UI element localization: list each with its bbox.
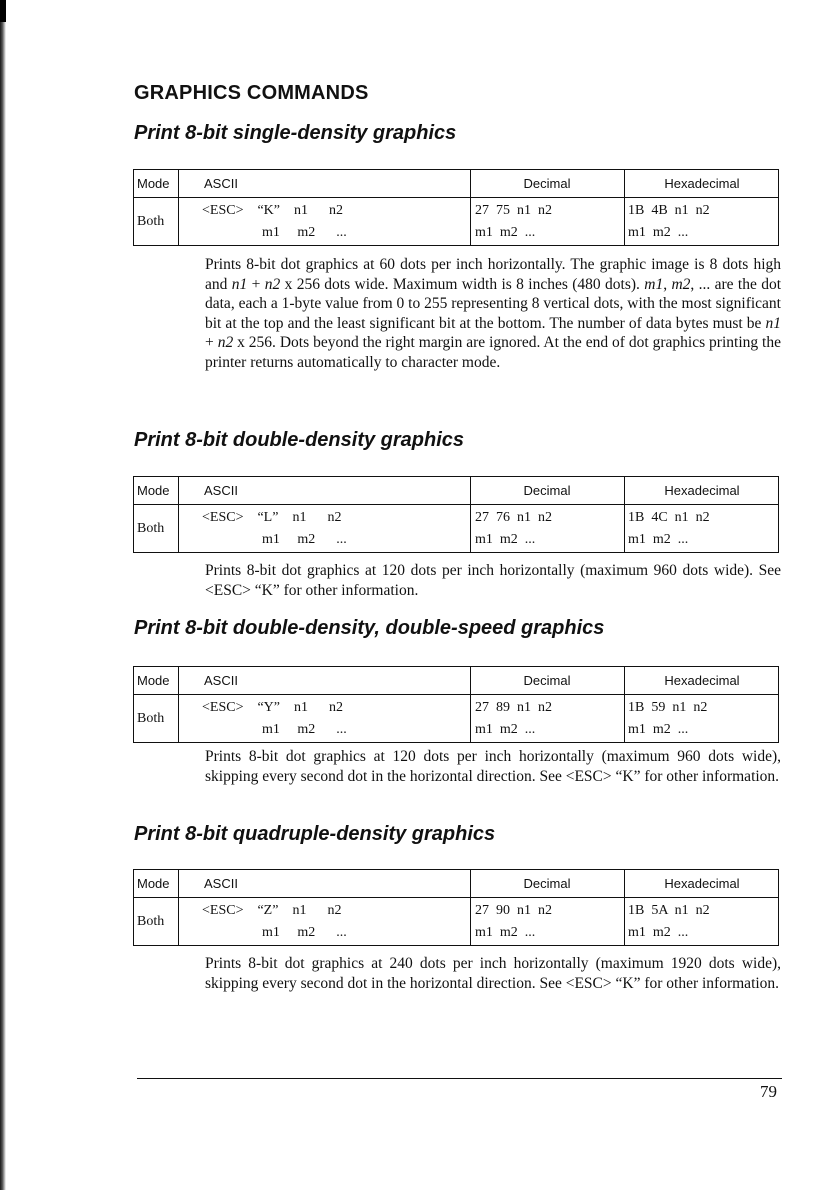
desc-text: + bbox=[205, 334, 218, 352]
desc-var: m2 bbox=[671, 275, 691, 293]
header-decimal: Decimal bbox=[523, 483, 571, 498]
column-divider bbox=[624, 170, 625, 245]
mode-value: Both bbox=[137, 914, 165, 929]
desc-text: + bbox=[247, 275, 265, 293]
mode-value: Both bbox=[137, 521, 165, 536]
ascii-code-line1: <ESC> “K” n1 n2 bbox=[202, 203, 344, 218]
ascii-code-line2: m1 m2 ... bbox=[262, 532, 347, 547]
header-decimal: Decimal bbox=[523, 673, 571, 688]
header-ascii: ASCII bbox=[204, 483, 238, 498]
desc-text: x 256. Dots beyond the right margin are ignored. At the end of dot graphics printing the printer returns automatically to character mode. bbox=[205, 334, 781, 371]
decimal-code-line2: m1 m2 ... bbox=[475, 722, 536, 737]
section-title-double-speed: Print 8-bit double-density, double-speed graphics bbox=[134, 617, 605, 639]
header-hexadecimal: Hexadecimal bbox=[664, 673, 740, 688]
section-description-double-density: Prints 8-bit dot graphics at 120 dots per inch horizontally (maximum 960 dots wide). See <ESC> “K” for other information. bbox=[205, 562, 781, 599]
ascii-code-line2: m1 m2 ... bbox=[262, 925, 347, 940]
desc-text: , bbox=[663, 275, 672, 293]
header-decimal: Decimal bbox=[523, 876, 571, 891]
ascii-code-line2: m1 m2 ... bbox=[262, 225, 347, 240]
footer-rule bbox=[137, 1078, 782, 1079]
hex-code-line2: m1 m2 ... bbox=[628, 722, 689, 737]
section-title-double-density: Print 8-bit double-density graphics bbox=[134, 429, 465, 451]
command-table-double-speed bbox=[133, 666, 779, 743]
ascii-code-line2: m1 m2 ... bbox=[262, 722, 347, 737]
desc-text: Prints 8-bit dot graphics at 60 dots per inch horizontally. The graphic image is 8 dots high and bbox=[205, 256, 781, 293]
desc-var: n2 bbox=[264, 275, 281, 293]
column-divider bbox=[470, 667, 471, 742]
desc-var: m1 bbox=[644, 275, 664, 293]
column-divider bbox=[470, 870, 471, 945]
header-hexadecimal: Hexadecimal bbox=[664, 483, 740, 498]
ascii-code-line1: <ESC> “Z” n1 n2 bbox=[202, 903, 342, 918]
header-mode: Mode bbox=[137, 673, 170, 688]
header-hexadecimal: Hexadecimal bbox=[664, 176, 740, 191]
command-table-quadruple-density bbox=[133, 869, 779, 946]
column-divider bbox=[624, 667, 625, 742]
page-scan-edge bbox=[0, 0, 6, 1190]
page-scan-mark bbox=[0, 0, 6, 22]
header-decimal: Decimal bbox=[523, 176, 571, 191]
decimal-code-line2: m1 m2 ... bbox=[475, 225, 536, 240]
column-divider bbox=[178, 170, 179, 245]
hex-code-line1: 1B 5A n1 n2 bbox=[628, 903, 710, 918]
header-hexadecimal: Hexadecimal bbox=[664, 876, 740, 891]
decimal-code-line2: m1 m2 ... bbox=[475, 532, 536, 547]
desc-var: n2 bbox=[217, 334, 234, 352]
page-heading: GRAPHICS COMMANDS bbox=[134, 82, 369, 104]
mode-value: Both bbox=[137, 711, 165, 726]
header-mode: Mode bbox=[137, 483, 170, 498]
desc-text: x 256 dots wide. Maximum width is 8 inches (480 dots). bbox=[280, 275, 645, 293]
table-header bbox=[134, 667, 778, 695]
page-number: 79 bbox=[760, 1082, 777, 1101]
header-mode: Mode bbox=[137, 876, 170, 891]
column-divider bbox=[470, 170, 471, 245]
command-table-single-density bbox=[133, 169, 779, 246]
decimal-code-line1: 27 89 n1 n2 bbox=[475, 700, 552, 715]
column-divider bbox=[624, 477, 625, 552]
hex-code-line1: 1B 4C n1 n2 bbox=[628, 510, 710, 525]
column-divider bbox=[470, 477, 471, 552]
header-ascii: ASCII bbox=[204, 673, 238, 688]
mode-value: Both bbox=[137, 214, 165, 229]
ascii-code-line1: <ESC> “Y” n1 n2 bbox=[202, 700, 344, 715]
hex-code-line2: m1 m2 ... bbox=[628, 225, 689, 240]
header-mode: Mode bbox=[137, 176, 170, 191]
section-description-single-density bbox=[205, 255, 781, 373]
table-header bbox=[134, 870, 778, 898]
section-description-quadruple-density: Prints 8-bit dot graphics at 240 dots per inch horizontally (maximum 1920 dots wide), skipping every second dot in the horizontal direction. See <ESC> “K” for other information. bbox=[205, 955, 781, 992]
hex-code-line1: 1B 59 n1 n2 bbox=[628, 700, 708, 715]
desc-var: n1 bbox=[765, 314, 781, 332]
decimal-code-line2: m1 m2 ... bbox=[475, 925, 536, 940]
hex-code-line1: 1B 4B n1 n2 bbox=[628, 203, 710, 218]
table-header bbox=[134, 170, 778, 198]
decimal-code-line1: 27 75 n1 n2 bbox=[475, 203, 552, 218]
hex-code-line2: m1 m2 ... bbox=[628, 925, 689, 940]
header-ascii: ASCII bbox=[204, 176, 238, 191]
column-divider bbox=[178, 667, 179, 742]
column-divider bbox=[624, 870, 625, 945]
command-table-double-density bbox=[133, 476, 779, 553]
ascii-code-line1: <ESC> “L” n1 n2 bbox=[202, 510, 342, 525]
desc-var: n1 bbox=[231, 275, 248, 293]
column-divider bbox=[178, 477, 179, 552]
column-divider bbox=[178, 870, 179, 945]
table-header bbox=[134, 477, 778, 505]
decimal-code-line1: 27 90 n1 n2 bbox=[475, 903, 552, 918]
desc-text: , ... are the dot data, each a 1-byte value from 0 to 255 representing 8 vertical dots, with the most significant bit at the top and the least significant bit at the bottom. The number of data bytes must be bbox=[205, 275, 782, 332]
hex-code-line2: m1 m2 ... bbox=[628, 532, 689, 547]
section-description-double-speed: Prints 8-bit dot graphics at 120 dots per inch horizontally (maximum 960 dots wide), skipping every second dot in the horizontal direction. See <ESC> “K” for other information. bbox=[205, 748, 781, 785]
section-title-single-density: Print 8-bit single-density graphics bbox=[134, 122, 457, 144]
section-title-quadruple-density: Print 8-bit quadruple-density graphics bbox=[134, 823, 496, 845]
header-ascii: ASCII bbox=[204, 876, 238, 891]
decimal-code-line1: 27 76 n1 n2 bbox=[475, 510, 552, 525]
